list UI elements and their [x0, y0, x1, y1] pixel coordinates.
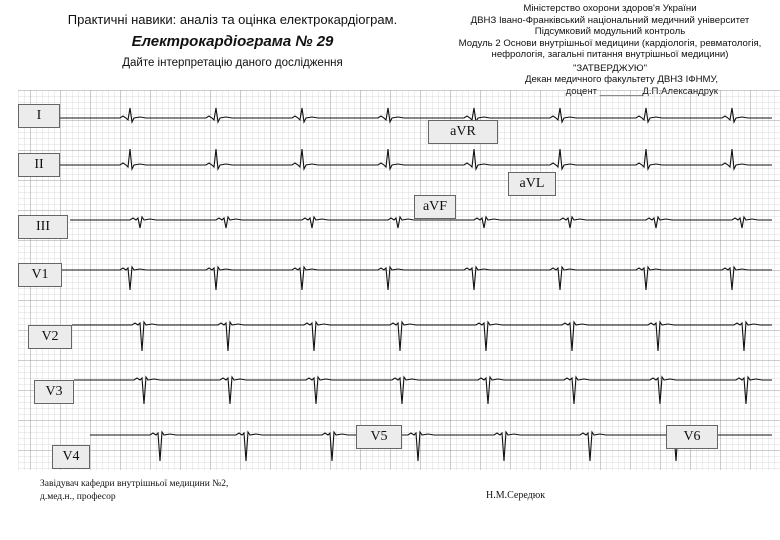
task-instruction: Дайте інтерпретацію даного дослідження — [122, 57, 343, 69]
lead-label-V4: V4 — [52, 445, 90, 469]
lead-label-aVF: aVF — [414, 195, 456, 219]
ecg-title: Електрокардіограма № 29 — [131, 33, 334, 50]
module-line: Модуль 2 Основи внутрішньої медицини (кардіологія, ревматологія, — [458, 37, 762, 49]
header-left — [20, 10, 445, 69]
ecg-grid — [18, 90, 780, 470]
lead-label-V3: V3 — [34, 380, 74, 404]
lead-label-II: II — [18, 153, 60, 177]
ministry-line: Міністерство охорони здоров'я України — [523, 3, 697, 14]
lead-label-aVR: aVR — [428, 120, 498, 144]
subject-line: Практичні навики: аналіз та оцінка електрокардіограм. — [67, 12, 398, 27]
dean-line: Декан медичного факультету ДВНЗ ІФНМУ, — [524, 74, 718, 85]
footer-head-line1: Завідувач кафедри внутрішньої медицини №2, — [40, 479, 229, 489]
approve-stamp: "ЗАТВЕРДЖУЮ" — [572, 62, 648, 74]
header-right — [440, 3, 780, 97]
lead-label-aVL: aVL — [508, 172, 556, 196]
lead-label-V2: V2 — [28, 325, 72, 349]
lead-label-V5: V5 — [356, 425, 402, 449]
university-line: ДВНЗ Івано-Франківський національний медичний університет — [470, 14, 750, 26]
control-line: Підсумковий модульний контроль — [534, 26, 686, 37]
ecg-tracing — [0, 90, 780, 485]
lead-label-V6: V6 — [666, 425, 718, 449]
footer-signature-name: Н.М.Середюк — [486, 490, 546, 501]
module-line-cont: нефрологія, загальні питання внутрішньої медицини) — [491, 49, 729, 60]
lead-label-I: I — [18, 104, 60, 128]
footer-head-line2: д.мед.н., професор — [40, 492, 116, 502]
lead-label-III: III — [18, 215, 68, 239]
lead-label-V1: V1 — [18, 263, 62, 287]
footer-head-of-department — [40, 478, 228, 504]
